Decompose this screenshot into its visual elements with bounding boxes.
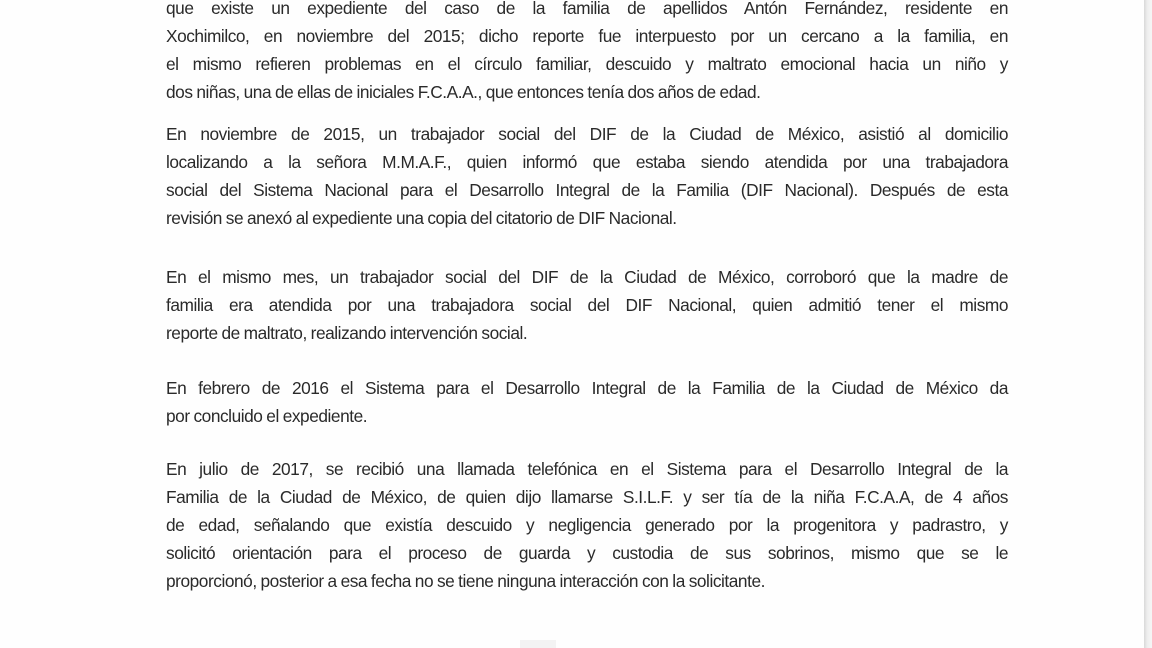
paragraph-5	[166, 455, 1008, 595]
text-line: localizando a la señora M.M.A.F., quien informó que estaba siendo atendida por una trabajadora	[166, 152, 1008, 172]
text-line: reporte de maltrato, realizando intervención social.	[166, 323, 528, 343]
text-line: En julio de 2017, se recibió una llamada telefónica en el Sistema para el Desarrollo Integral de la	[166, 459, 1008, 479]
text-line: Xochimilco, en noviembre del 2015; dicho reporte fue interpuesto por un cercano a la familia, en	[166, 26, 1008, 46]
text-line: En el mismo mes, un trabajador social del DIF de la Ciudad de México, corroboró que la madre de	[166, 267, 1008, 287]
text-line: solicitó orientación para el proceso de guarda y custodia de sus sobrinos, mismo que se le	[166, 543, 1008, 563]
paragraph-4	[166, 374, 1008, 430]
paragraph-1	[166, 0, 1008, 106]
paragraph-2	[166, 120, 1008, 232]
text-line: social del Sistema Nacional para el Desarrollo Integral de la Familia (DIF Nacional). Después de esta	[166, 180, 1008, 200]
text-line: En febrero de 2016 el Sistema para el Desarrollo Integral de la Familia de la Ciudad de México da	[166, 378, 1008, 398]
text-line: Familia de la Ciudad de México, de quien dijo llamarse S.I.L.F. y ser tía de la niña F.C.A.A, de 4 años	[166, 487, 1008, 507]
page-footer-mark	[520, 640, 556, 648]
text-line: de edad, señalando que existía descuido y negligencia generado por la progenitora y padrastro, y	[166, 515, 1008, 535]
page-edge	[1144, 0, 1152, 648]
text-line: proporcionó, posterior a esa fecha no se tiene ninguna interacción con la solicitante.	[166, 571, 765, 591]
text-line: que existe un expediente del caso de la familia de apellidos Antón Fernández, residente en	[166, 0, 1008, 18]
text-line: En noviembre de 2015, un trabajador social del DIF de la Ciudad de México, asistió al domicilio	[166, 124, 1008, 144]
paragraph-3	[166, 263, 1008, 347]
text-line: familia era atendida por una trabajadora social del DIF Nacional, quien admitió tener el mismo	[166, 295, 1008, 315]
text-line: revisión se anexó al expediente una copia del citatorio de DIF Nacional.	[166, 208, 677, 228]
text-line: el mismo refieren problemas en el círculo familiar, descuido y maltrato emocional hacia un niño y	[166, 54, 1008, 74]
text-line: por concluido el expediente.	[166, 406, 368, 426]
text-line: dos niñas, una de ellas de iniciales F.C.A.A., que entonces tenía dos años de edad.	[166, 82, 761, 102]
